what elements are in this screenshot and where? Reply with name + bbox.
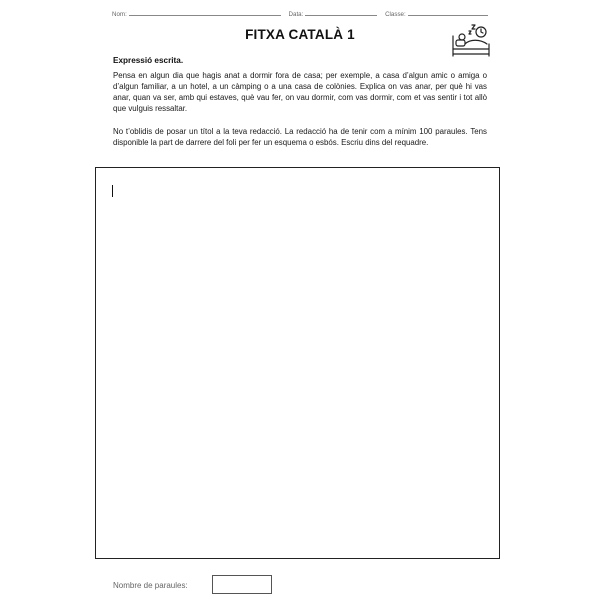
name-label: Nom:: [112, 11, 127, 18]
class-label: Classe:: [385, 11, 406, 18]
word-count-label: Nombre de paraules:: [113, 581, 188, 590]
essay-writing-box[interactable]: [95, 167, 500, 559]
requirements-paragraph: No t’oblidis de posar un títol a la teva redacció. La redacció ha de tenir com a mínim 100 paraules. Tens disponible la part de darrere del foli per fer un esquema o esbós. Escriu dins del requadre.: [113, 127, 487, 147]
class-field[interactable]: [408, 9, 488, 16]
name-field[interactable]: [129, 9, 281, 16]
date-label: Data:: [288, 11, 304, 18]
instructions-paragraph: Pensa en algun dia que hagis anat a dormir fora de casa; per exemple, a casa d’algun amic o amiga o d’algun familiar, a un hotel, a un càmping o a una casa de colònies. Explica on vas anar, per què hi vas anar, quan va ser, amb qui estaves, què vau fer, on vau dormir, com vas dormir, com et vas sentir i tot allò que vulguis ressaltar.: [113, 71, 487, 113]
sleeping-in-bed-icon: [450, 22, 492, 60]
text-cursor: [112, 185, 113, 197]
page-title: FITXA CATALÀ 1: [245, 27, 355, 42]
section-heading: Expressió escrita.: [113, 56, 184, 65]
word-count-field[interactable]: [212, 575, 272, 594]
student-info-header: [112, 9, 492, 18]
date-field[interactable]: [305, 9, 377, 16]
